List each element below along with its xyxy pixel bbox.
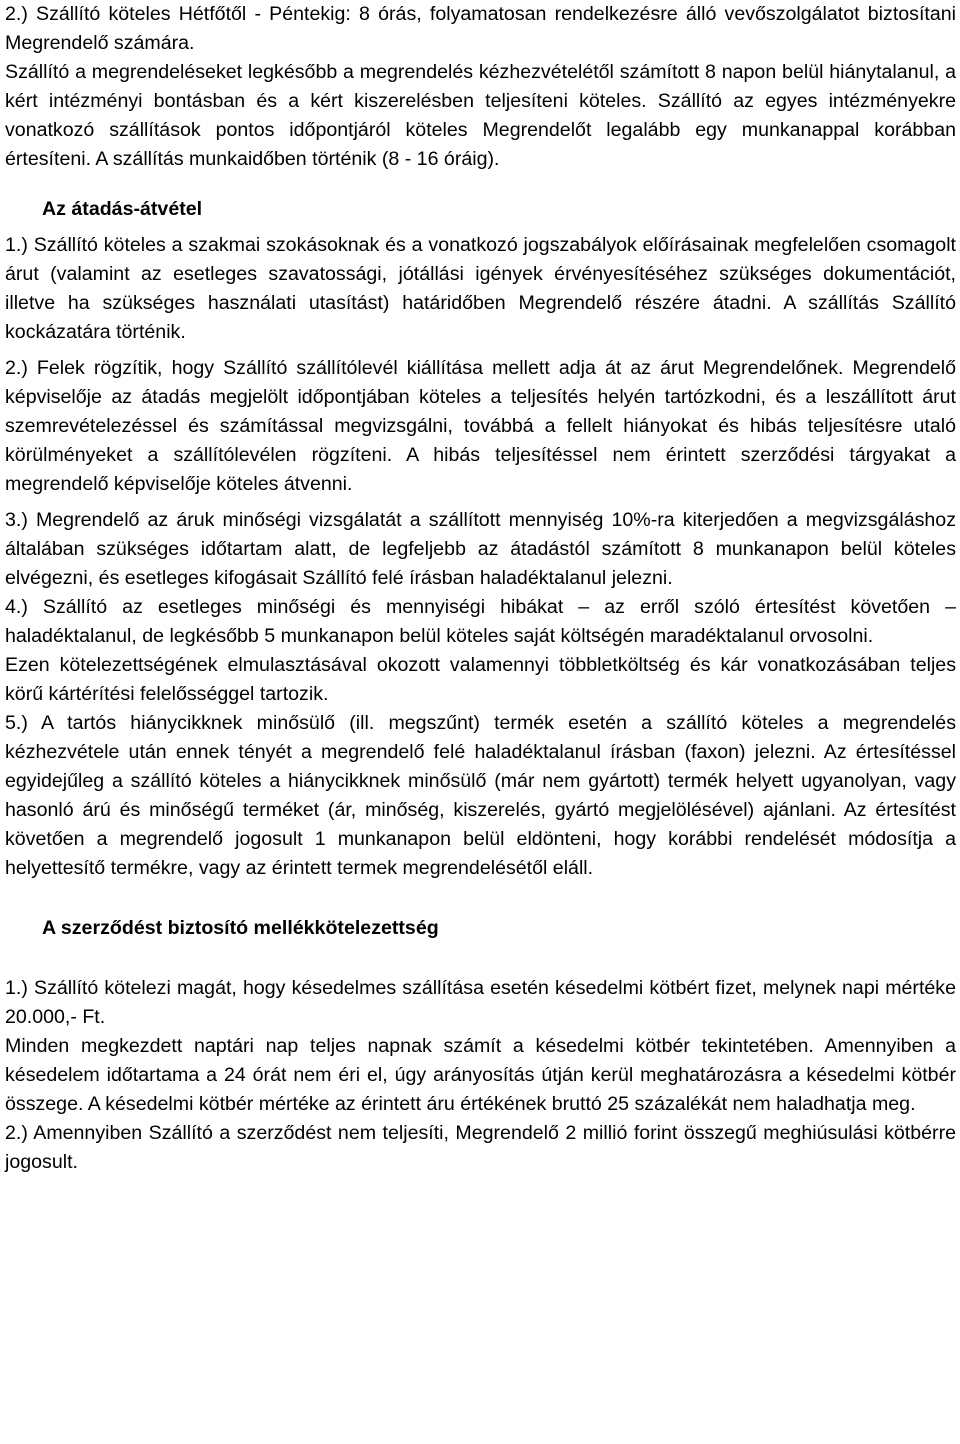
security-heading: A szerződést biztosító mellékkötelezettség — [42, 917, 439, 939]
handover-paragraph-5: 5.) A tartós hiánycikknek minősülő (ill. megszűnt) termék esetén a szállító köteles a megrendelés kézhezvétele után ennek tényét a megrendelő felé haladéktalanul írásban (faxon) jelezni. Az értesítéssel egyidejűleg a szállító köteles a hiánycikknek minősülő (már nem gyártott) termék helyett ugyanolyan, vagy hasonló árú és minőségű terméket (ár, minőség, kiszerelés, gyártó megjelölésével) ajánlani. Az értesítést követően a megrendelő jogosult 1 munkanapon belül eldönteni, hogy korábbi rendelését módosítja a helyettesítő termékre, vagy az érintett termek megrendelésétől eláll. — [5, 712, 956, 879]
handover-paragraph-2: 2.) Felek rögzítik, hogy Szállító szállítólevél kiállítása mellett adja át az árut Megrendelőnek. Megrendelő képviselője az átadás megjelölt időpontjában köteles a teljesítés helyén tartózkodni, és a leszállított árut szemrevételezéssel és számítással megvizsgálni, továbbá a fellelt hiányokat és hibás teljesítésre utaló körülményeket a szállítólevélen rögzíteni. A hibás teljesítéssel nem érintett szerződési tárgyakat a megrendelő képviselője köteles átvenni. — [5, 357, 956, 495]
delivery-paragraph-2: 2.) Szállító köteles Hétfőtől - Péntekig: 8 órás, folyamatosan rendelkezésre álló vevőszolgálatot biztosítani Megrendelő számára. — [5, 3, 956, 54]
handover-paragraph-3: 3.) Megrendelő az áruk minőségi vizsgálatát a szállított mennyiség 10%-ra kiterjedően a megvizsgáláshoz általában szükséges időtartam alatt, de legfeljebb az átadástól számított 8 munkanapon belül köteles elvégezni, és esetleges kifogásait Szállító felé írásban haladéktalanul jelezni. — [5, 509, 956, 589]
handover-paragraph-4: 4.) Szállító az esetleges minőségi és mennyiségi hibákat – az erről szóló értesítést követően – haladéktalanul, de legkésőbb 5 munkanapon belül köteles saját költségén maradéktalanul orvosolni. — [5, 596, 956, 647]
security-paragraph-2: 2.) Amennyiben Szállító a szerződést nem teljesíti, Megrendelő 2 millió forint összegű meghiúsulási kötbérre jogosult. — [5, 1122, 956, 1173]
handover-heading: Az átadás-átvétel — [42, 198, 203, 220]
handover-paragraph-1: 1.) Szállító köteles a szakmai szokásoknak és a vonatkozó jogszabályok előírásainak megfelelően csomagolt árut (valamint az esetleges szavatossági, jótállási igények érvényesítéséhez szükséges dokumentációt, illetve ha szükséges használati utasítást) határidőben Megrendelő részére átadni. A szállítás Szállító kockázatára történik. — [5, 234, 956, 343]
handover-paragraph-4b: Ezen kötelezettségének elmulasztásával okozott valamennyi többletköltség és kár vonatkozásában teljes körű kártérítési felelősséggel tartozik. — [5, 654, 956, 705]
document-page — [5, 0, 956, 1177]
security-paragraph-1: 1.) Szállító kötelezi magát, hogy késedelmes szállítása esetén késedelmi kötbért fizet, melynek napi mértéke 20.000,- Ft. — [5, 977, 956, 1028]
delivery-deadline-paragraph: Szállító a megrendeléseket legkésőbb a megrendelés kézhezvételétől számított 8 napon belül hiánytalanul, a kért intézményi bontásban és a kért kiszerelésben teljesíteni köteles. Szállító az egyes intézményekre vonatkozó szállítások pontos időpontjáról köteles Megrendelőt legalább egy munkanappal korábban értesíteni. A szállítás munkaidőben történik (8 - 16 óráig). — [5, 61, 956, 170]
security-paragraph-1b: Minden megkezdett naptári nap teljes napnak számít a késedelmi kötbér tekintetében. Amennyiben a késedelem időtartama a 24 órát nem éri el, úgy arányosítás útján kerül meghatározásra a késedelmi kötbér összege. A késedelmi kötbér mértéke az érintett áru értékének bruttó 25 százalékát nem haladhatja meg. — [5, 1035, 956, 1115]
